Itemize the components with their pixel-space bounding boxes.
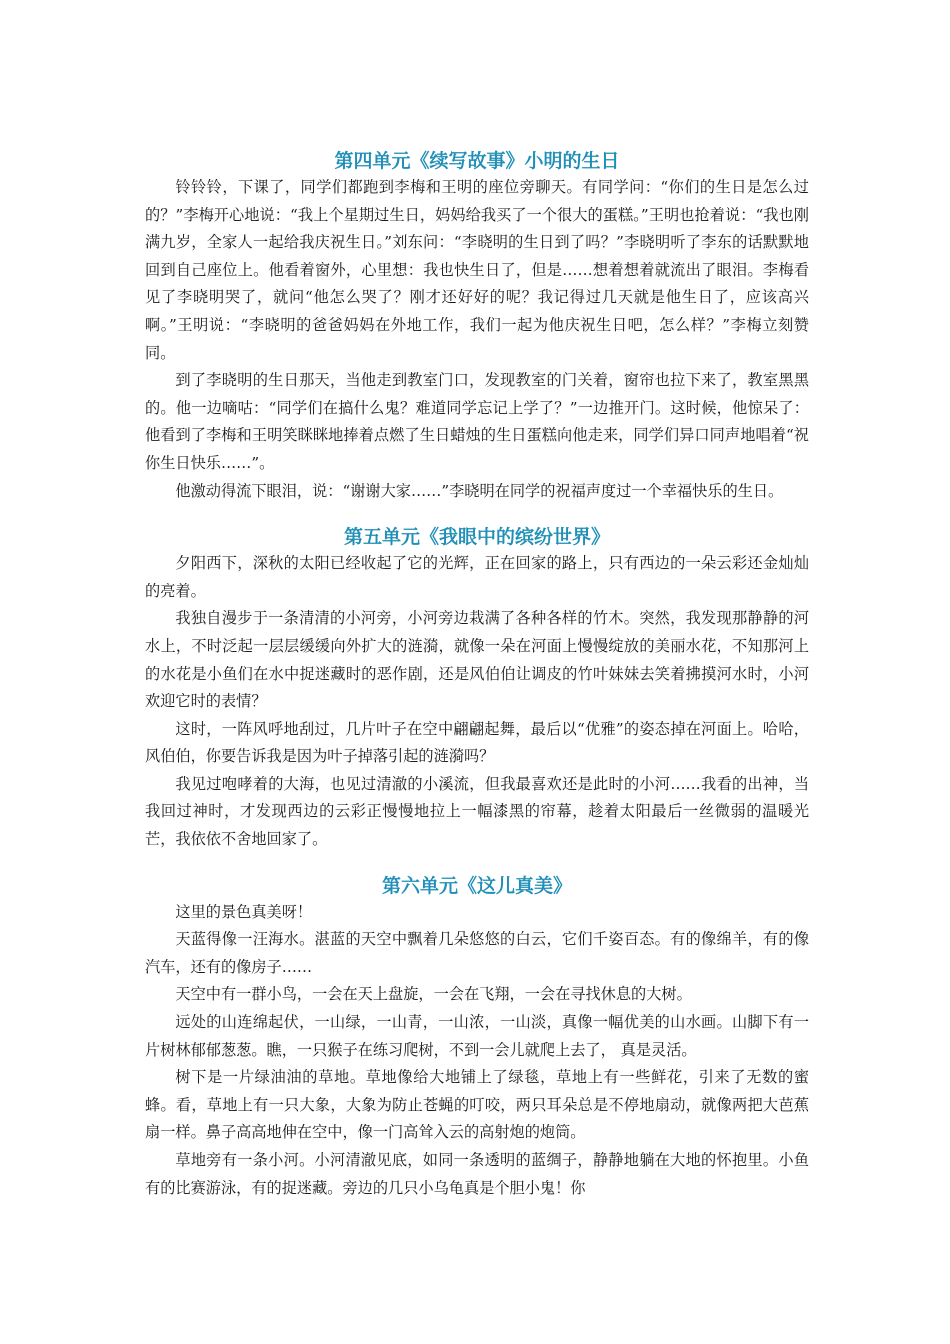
paragraph: 夕阳西下，深秋的太阳已经收起了它的光辉，正在回家的路上，只有西边的一朵云彩还金灿灿的亮着。: [145, 554, 809, 600]
section-unit-4: [145, 148, 809, 505]
document-page: [145, 148, 809, 1202]
paragraph: 这里的景色真美呀！: [175, 902, 313, 921]
paragraph: 到了李晓明的生日那天，当他走到教室门口，发现教室的门关着，窗帘也拉下来了，教室黑黑的。他一边嘀咕：“同学们在搞什么鬼？难道同学忘记上学了？”一边推开门。这时候，他惊呆了：他看到了李梅和王明笑眯眯地捧着点燃了生日蜡烛的生日蛋糕向他走来，同学们异口同声地唱着“祝你生日快乐……”。: [145, 371, 809, 472]
section-spacer: [145, 505, 809, 524]
section-title: 第六单元《这儿真美》: [381, 874, 572, 897]
paragraph: 铃铃铃，下课了，同学们都跑到李梅和王明的座位旁聊天。有同学问：“你们的生日是怎么过的？”李梅开心地说：“我上个星期过生日，妈妈给我买了一个很大的蛋糕。”王明也抢着说：“我也刚满九岁，全家人一起给我庆祝生日。”刘东问：“李晓明的生日到了吗？”李晓明听了李东的话默默地回到自己座位上。他看着窗外，心里想：我也快生日了，但是……想着想着就流出了眼泪。李梅看见了李晓明哭了，就问“他怎么哭了？刚才还好好的呢？我记得过几天就是他生日了，应该高兴啊。”王明说：“李晓明的爸爸妈妈在外地工作，我们一起为他庆祝生日吧，怎么样？”李梅立刻赞同。: [145, 178, 809, 362]
paragraph: 远处的山连绵起伏，一山绿，一山青，一山浓，一山淡，真像一幅优美的山水画。山脚下有一片树林郁郁葱葱。瞧，一只猴子在练习爬树，不到一会儿就爬上去了， 真是灵活。: [145, 1013, 809, 1059]
section-spacer: [145, 854, 809, 873]
paragraph: 草地旁有一条小河。小河清澈见底，如同一条透明的蓝绸子，静静地躺在大地的怀抱里。小鱼有的比赛游泳，有的捉迷藏。旁边的几只小乌龟真是个胆小鬼！你: [145, 1151, 809, 1197]
section-title: 第五单元《我眼中的缤纷世界》: [343, 526, 610, 549]
section-unit-5: [145, 524, 809, 854]
paragraph: 他激动得流下眼泪，说：“谢谢大家……”李晓明在同学的祝福声度过一个幸福快乐的生日。: [175, 481, 784, 500]
paragraph: 天蓝得像一汪海水。湛蓝的天空中飘着几朵悠悠的白云，它们千姿百态。有的像绵羊，有的像汽车，还有的像房子……: [145, 930, 809, 976]
paragraph: 天空中有一群小鸟，一会在天上盘旋，一会在飞翔，一会在寻找休息的大树。: [175, 985, 692, 1004]
paragraph: 我见过咆哮着的大海，也见过清澈的小溪流，但我最喜欢还是此时的小河……我看的出神，当我回过神时，才发现西边的云彩正慢慢地拉上一幅漆黑的帘幕，趁着太阳最后一丝微弱的温暖光芒，我依依不舍地回家了。: [145, 774, 809, 849]
paragraph: 我独自漫步于一条清清的小河旁，小河旁边栽满了各种各样的竹木。突然，我发现那静静的河水上，不时泛起一层层缓缓向外扩大的涟漪，就像一朵在河面上慢慢绽放的美丽水花，不知那河上的水花是小鱼们在水中捉迷藏时的恶作剧，还是风伯伯让调皮的竹叶妹妹去笑着拂摸河水时，小河欢迎它时的表情？: [145, 609, 809, 711]
section-unit-6: [145, 873, 809, 1203]
section-title: 第四单元《续写故事》小明的生日: [334, 150, 620, 172]
paragraph: 这时，一阵风呼地刮过，几片叶子在空中翩翩起舞，最后以“优雅”的姿态掉在河面上。哈哈，风伯伯，你要告诉我是因为叶子掉落引起的涟漪吗？: [145, 719, 809, 766]
paragraph: 树下是一片绿油油的草地。草地像给大地铺上了绿毯，草地上有一些鲜花，引来了无数的蜜蜂。看，草地上有一只大象，大象为防止苍蝇的叮咬，两只耳朵总是不停地扇动，就像两把大芭蕉扇一样。鼻子高高地伸在空中，像一门高耸入云的高射炮的炮筒。: [145, 1068, 809, 1142]
